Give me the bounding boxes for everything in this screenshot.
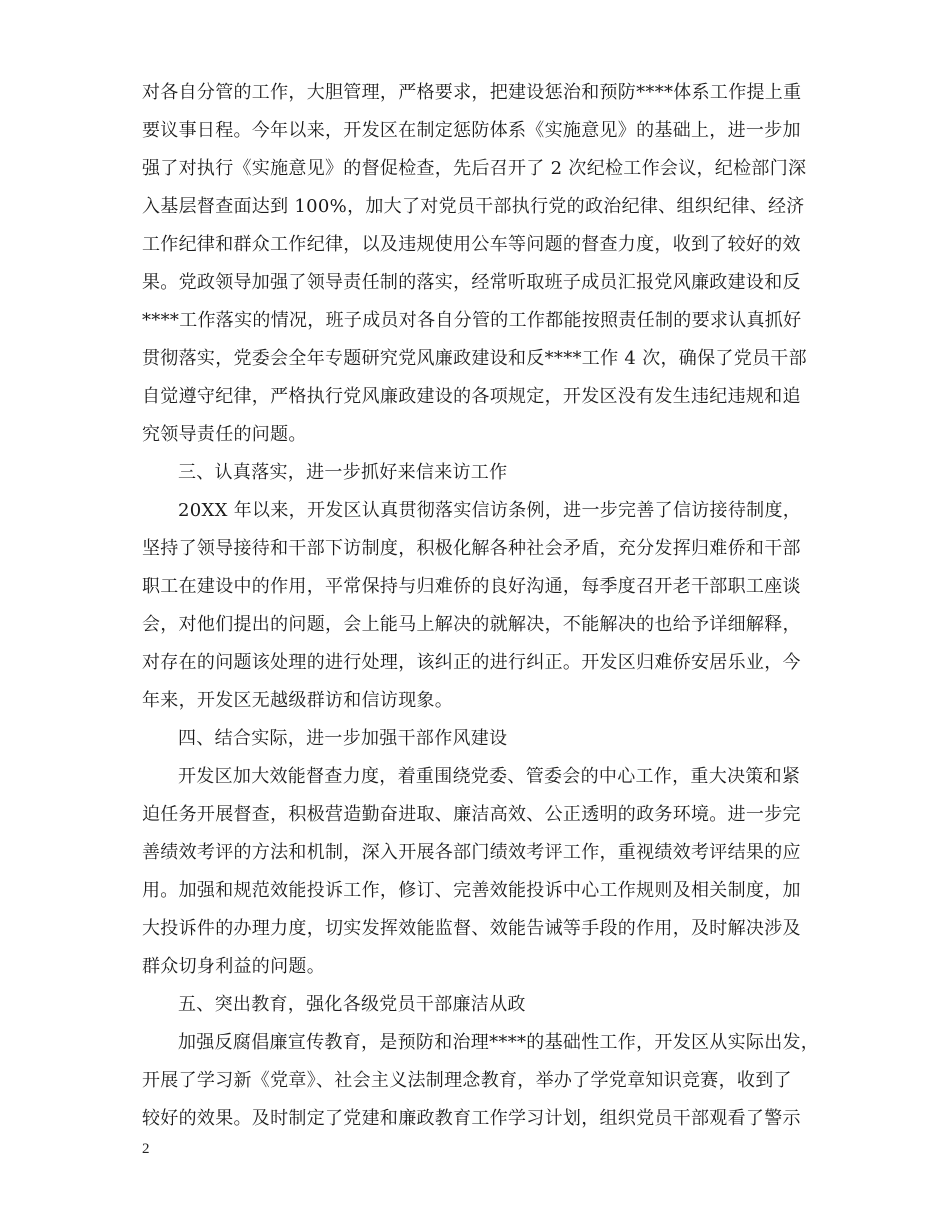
body-text-line: 贯彻落实，党委会全年专题研究党风廉政建设和反****工作 4 次，确保了党员干部 <box>142 348 807 369</box>
section-heading: 四、结合实际，进一步加强干部作风建设 <box>178 728 508 749</box>
body-text-line: 入基层督查面达到 100%，加大了对党员干部执行党的政治纪律、组织纪律、经济 <box>142 196 805 217</box>
body-text-line: ****工作落实的情况，班子成员对各自分管的工作都能按照责任制的要求认真抓好 <box>142 310 802 331</box>
page-number: 2 <box>142 1141 150 1157</box>
body-text-line: 群众切身利益的问题。 <box>142 956 325 977</box>
body-text-line: 迫任务开展督查，积极营造勤奋进取、廉洁高效、公正透明的政务环境。进一步完 <box>142 804 801 825</box>
section-heading: 三、认真落实，进一步抓好来信来访工作 <box>178 462 508 483</box>
body-text-line: 要议事日程。今年以来，开发区在制定惩防体系《实施意见》的基础上，进一步加 <box>142 120 801 141</box>
body-text-line: 坚持了领导接待和干部下访制度，积极化解各种社会矛盾，充分发挥归难侨和干部 <box>142 538 801 559</box>
body-text-line: 开展了学习新《党章》、社会主义法制理念教育，举办了学党章知识竞赛，收到了 <box>142 1070 792 1091</box>
body-text-line: 对各自分管的工作，大胆管理，严格要求，把建设惩治和预防****体系工作提上重 <box>142 82 802 103</box>
body-text-line: 对存在的问题该处理的进行处理，该纠正的进行纠正。开发区归难侨安居乐业，今 <box>142 652 801 673</box>
body-text-line: 究领导责任的问题。 <box>142 424 307 445</box>
section-heading: 五、突出教育，强化各级党员干部廉洁从政 <box>178 994 526 1015</box>
body-text-line: 职工在建设中的作用，平常保持与归难侨的良好沟通，每季度召开老干部职工座谈 <box>142 576 801 597</box>
body-text-line: 加强反腐倡廉宣传教育，是预防和治理****的基础性工作，开发区从实际出发， <box>178 1032 820 1053</box>
body-text-line: 年来，开发区无越级群访和信访现象。 <box>142 690 454 711</box>
body-text-line: 自觉遵守纪律，严格执行党风廉政建设的各项规定，开发区没有发生违纪违规和追 <box>142 386 801 407</box>
body-text-line: 果。党政领导加强了领导责任制的落实，经常听取班子成员汇报党风廉政建设和反 <box>142 272 801 293</box>
body-text-line: 开发区加大效能督查力度，着重围绕党委、管委会的中心工作，重大决策和紧 <box>178 766 801 787</box>
body-text-line: 大投诉件的办理力度，切实发挥效能监督、效能告诫等手段的作用，及时解决涉及 <box>142 918 801 939</box>
body-text-line: 较好的效果。及时制定了党建和廉政教育工作学习计划，组织党员干部观看了警示 <box>142 1108 801 1129</box>
body-text-line: 用。加强和规范效能投诉工作，修订、完善效能投诉中心工作规则及相关制度，加 <box>142 880 801 901</box>
body-text-line: 会，对他们提出的问题，会上能马上解决的就解决，不能解决的也给予详细解释， <box>142 614 801 635</box>
body-text-line: 20XX 年以来，开发区认真贯彻落实信访条例，进一步完善了信访接待制度， <box>178 500 802 521</box>
body-text-line: 善绩效考评的方法和机制，深入开展各部门绩效考评工作，重视绩效考评结果的应 <box>142 842 801 863</box>
body-text-line: 强了对执行《实施意见》的督促检查，先后召开了 2 次纪检工作会议，纪检部门深 <box>142 158 807 179</box>
body-text-line: 工作纪律和群众工作纪律，以及违规使用公车等问题的督查力度，收到了较好的效 <box>142 234 801 255</box>
